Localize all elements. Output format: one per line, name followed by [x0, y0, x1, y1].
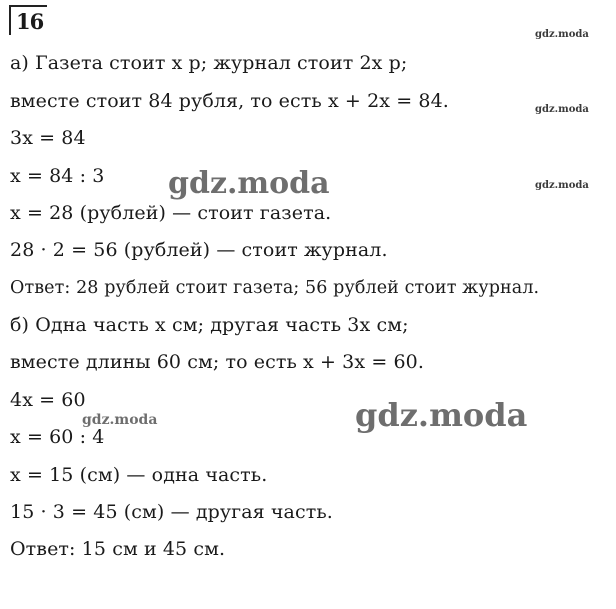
solution-line-10: 4x = 60: [10, 389, 86, 411]
watermark-big-1: gdz.moda: [168, 166, 330, 201]
solution-line-5: x = 28 (рублей) — стоит газета.: [10, 202, 332, 224]
solution-line-9: вместе длины 60 см; то есть x + 3x = 60.: [10, 351, 424, 373]
solution-line-1: а) Газета стоит x р; журнал стоит 2x р;: [10, 52, 408, 74]
solution-line-11: x = 60 : 4: [10, 426, 105, 448]
solution-line-3: 3x = 84: [10, 127, 86, 149]
watermark-small-1: gdz.moda: [535, 29, 589, 40]
watermark-medium-1: gdz.moda: [82, 412, 158, 428]
task-number-box: [9, 5, 47, 35]
solution-line-8: б) Одна часть x см; другая часть 3x см;: [10, 314, 409, 336]
solution-line-12: x = 15 (см) — одна часть.: [10, 464, 268, 486]
solution-line-4: x = 84 : 3: [10, 165, 105, 187]
watermark-big-2: gdz.moda: [355, 396, 528, 434]
solution-line-13: 15 · 3 = 45 (см) — другая часть.: [10, 501, 333, 523]
answer-line-b: Ответ: 15 см и 45 см.: [10, 538, 226, 560]
watermark-small-3: gdz.moda: [535, 180, 589, 191]
solution-line-6: 28 · 2 = 56 (рублей) — стоит журнал.: [10, 239, 388, 261]
watermark-small-2: gdz.moda: [535, 104, 589, 115]
answer-line-a: Ответ: 28 рублей стоит газета; 56 рублей стоит журнал.: [10, 278, 540, 298]
solution-line-2: вместе стоит 84 рубля, то есть x + 2x = 84.: [10, 90, 449, 112]
task-number: 16: [16, 9, 44, 34]
